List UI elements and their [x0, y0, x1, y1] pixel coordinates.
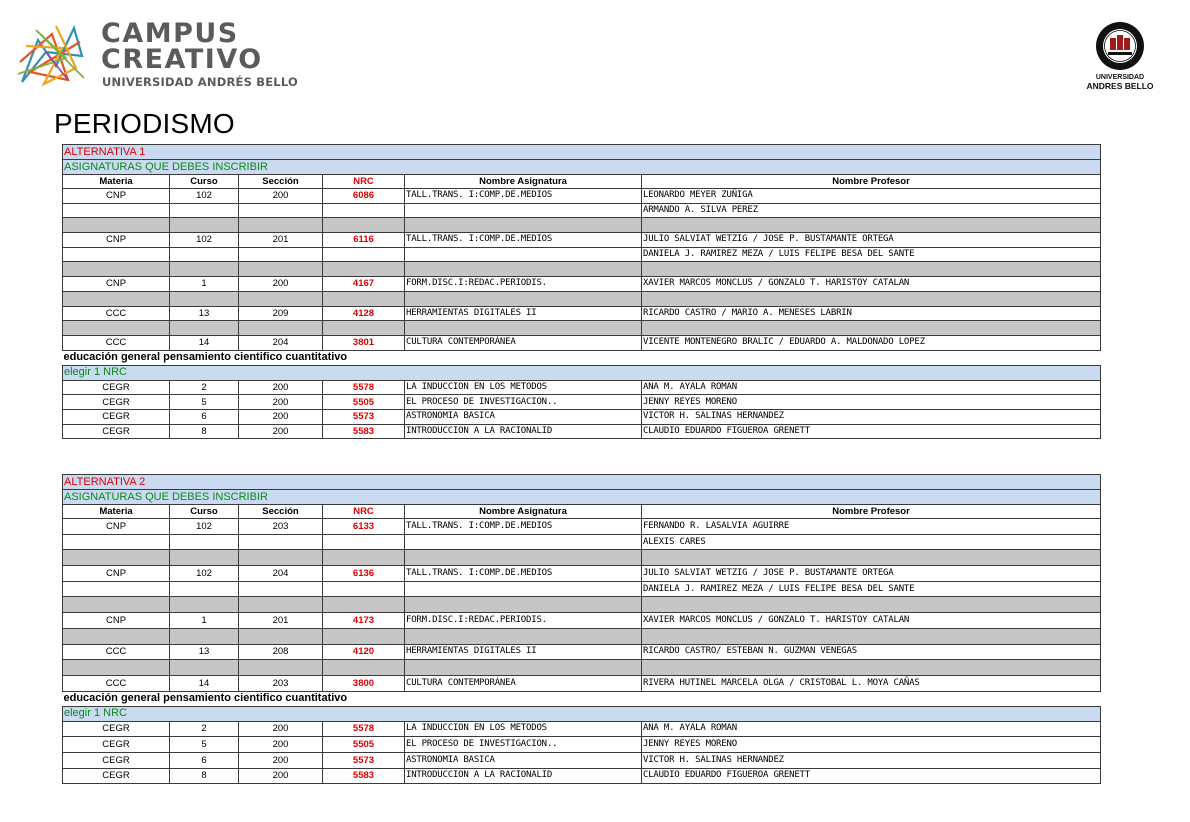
separator-cell	[239, 597, 323, 613]
curso-cell: 5	[170, 737, 239, 753]
separator-cell	[642, 597, 1101, 613]
separator-cell	[170, 321, 239, 336]
choose-nrc-band-text: elegir 1 NRC	[63, 706, 1101, 721]
separator-cell	[239, 660, 323, 676]
table-row	[63, 247, 1101, 262]
materia-cell: CNP	[63, 189, 170, 204]
table-row	[63, 189, 1101, 204]
curso-cell: 102	[170, 519, 239, 535]
nrc-cell: 5573	[323, 409, 405, 424]
asignatura-cell: EL PROCESO DE INVESTIGACION..	[405, 737, 642, 753]
column-header-materia: Materia	[63, 175, 170, 189]
materia-cell: CEGR	[63, 395, 170, 410]
seccion-cell: 200	[239, 277, 323, 292]
asignatura-cell: TALL.TRANS. I:COMP.DE.MEDIOS	[405, 519, 642, 535]
university-seal-icon	[1094, 20, 1146, 72]
asignatura-cell	[405, 534, 642, 550]
separator-cell	[170, 660, 239, 676]
nrc-cell: 4167	[323, 277, 405, 292]
column-header-curso: Curso	[170, 505, 239, 519]
alternative-2-block	[62, 474, 1100, 784]
asignatura-cell: LA INDUCCION EN LOS METODOS	[405, 380, 642, 395]
alternative-title-text: ALTERNATIVA 2	[63, 475, 1101, 490]
curso-cell: 8	[170, 768, 239, 784]
table-row	[63, 566, 1101, 582]
separator-cell	[405, 218, 642, 233]
profesor-cell: LEONARDO MEYER ZUÑIGA	[642, 189, 1101, 204]
separator-cell	[63, 660, 170, 676]
nrc-cell: 5583	[323, 768, 405, 784]
curso-cell: 102	[170, 189, 239, 204]
table-row	[63, 203, 1101, 218]
column-header-row	[63, 505, 1101, 519]
asignatura-cell: LA INDUCCION EN LOS METODOS	[405, 721, 642, 737]
curso-cell: 13	[170, 306, 239, 321]
general-education-heading-row	[63, 691, 1101, 706]
asignatura-cell: INTRODUCCION A LA RACIONALID	[405, 424, 642, 439]
table-row	[63, 721, 1101, 737]
separator-cell	[239, 262, 323, 277]
seccion-cell	[239, 203, 323, 218]
column-header-profesor: Nombre Profesor	[642, 505, 1101, 519]
column-header-profesor: Nombre Profesor	[642, 175, 1101, 189]
university-seal-logo	[1080, 20, 1160, 94]
general-education-heading-row	[63, 350, 1101, 365]
campus-creativo-mark-icon	[16, 22, 88, 90]
asignatura-cell	[405, 247, 642, 262]
curso-cell: 6	[170, 752, 239, 768]
nrc-cell: 4128	[323, 306, 405, 321]
curso-cell: 1	[170, 613, 239, 629]
column-header-asignatura: Nombre Asignatura	[405, 505, 642, 519]
materia-cell: CCC	[63, 675, 170, 691]
separator-cell	[239, 291, 323, 306]
brand-line-campus: CAMPUS	[101, 18, 239, 49]
seccion-cell: 204	[239, 335, 323, 350]
profesor-cell: ALEXIS CARES	[642, 534, 1101, 550]
table-row	[63, 519, 1101, 535]
nrc-cell: 5578	[323, 380, 405, 395]
column-header-seccion: Sección	[239, 175, 323, 189]
materia-cell: CCC	[63, 644, 170, 660]
separator-cell	[170, 262, 239, 277]
seccion-cell: 208	[239, 644, 323, 660]
profesor-cell: ANA M. AYALA ROMAN	[642, 721, 1101, 737]
brand-line-creativo: CREATIVO	[101, 44, 263, 75]
table-row	[63, 768, 1101, 784]
table-row	[63, 737, 1101, 753]
profesor-cell: VICENTE MONTENEGRO BRALIC / EDUARDO A. MALDONADO LOPEZ	[642, 335, 1101, 350]
separator-cell	[323, 291, 405, 306]
alternative-subtitle	[63, 490, 1101, 505]
separator-cell	[642, 550, 1101, 566]
nrc-cell: 6086	[323, 189, 405, 204]
separator-cell	[323, 628, 405, 644]
seccion-cell	[239, 581, 323, 597]
asignatura-cell: EL PROCESO DE INVESTIGACION..	[405, 395, 642, 410]
seccion-cell	[239, 534, 323, 550]
alternative-subtitle-text: ASIGNATURAS QUE DEBES INSCRIBIR	[63, 160, 1101, 175]
seal-line-universidad: UNIVERSIDAD	[1095, 74, 1145, 81]
curso-cell	[170, 581, 239, 597]
materia-cell: CNP	[63, 613, 170, 629]
table-row	[63, 581, 1101, 597]
asignatura-cell: TALL.TRANS. I:COMP.DE.MEDIOS	[405, 233, 642, 248]
nrc-cell: 6133	[323, 519, 405, 535]
column-header-curso: Curso	[170, 175, 239, 189]
profesor-cell: RIVERA HUTINEL MARCELA OLGA / CRISTOBAL L. MOYA CAÑAS	[642, 675, 1101, 691]
materia-cell: CCC	[63, 335, 170, 350]
column-header-nrc: NRC	[323, 505, 405, 519]
seccion-cell: 200	[239, 409, 323, 424]
separator-cell	[63, 321, 170, 336]
separator-cell	[405, 628, 642, 644]
separator-cell	[323, 660, 405, 676]
separator-cell	[642, 262, 1101, 277]
separator-cell	[405, 550, 642, 566]
separator-cell	[642, 291, 1101, 306]
curso-cell: 2	[170, 380, 239, 395]
seccion-cell: 209	[239, 306, 323, 321]
asignatura-cell: ASTRONOMIA BASICA	[405, 409, 642, 424]
curso-cell: 102	[170, 566, 239, 582]
nrc-cell	[323, 581, 405, 597]
choose-nrc-band-text: elegir 1 NRC	[63, 365, 1101, 380]
materia-cell	[63, 247, 170, 262]
nrc-cell	[323, 534, 405, 550]
materia-cell: CNP	[63, 566, 170, 582]
seccion-cell: 200	[239, 737, 323, 753]
materia-cell: CNP	[63, 519, 170, 535]
profesor-cell: FERNANDO R. LASALVIA AGUIRRE	[642, 519, 1101, 535]
profesor-cell: ARMANDO A. SILVA PEREZ	[642, 203, 1101, 218]
materia-cell: CEGR	[63, 424, 170, 439]
table-row	[63, 233, 1101, 248]
seccion-cell: 203	[239, 675, 323, 691]
separator-cell	[170, 218, 239, 233]
curso-cell: 13	[170, 644, 239, 660]
separator-cell	[642, 628, 1101, 644]
column-header-nrc: NRC	[323, 175, 405, 189]
seccion-cell: 200	[239, 752, 323, 768]
table-row	[63, 409, 1101, 424]
table-row	[63, 424, 1101, 439]
separator-cell	[642, 218, 1101, 233]
nrc-cell: 6116	[323, 233, 405, 248]
separator-cell	[170, 628, 239, 644]
separator-cell	[323, 321, 405, 336]
table-row	[63, 306, 1101, 321]
seccion-cell: 204	[239, 566, 323, 582]
separator-cell	[63, 550, 170, 566]
brand-line-university: UNIVERSIDAD ANDRÉS BELLO	[102, 75, 298, 89]
profesor-cell: JENNY REYES MORENO	[642, 737, 1101, 753]
separator-cell	[405, 660, 642, 676]
separator-cell	[239, 550, 323, 566]
asignatura-cell: FORM.DISC.I:REDAC.PERIODIS.	[405, 277, 642, 292]
seccion-cell: 200	[239, 189, 323, 204]
separator-cell	[239, 218, 323, 233]
table-row	[63, 534, 1101, 550]
asignatura-cell	[405, 581, 642, 597]
curso-cell: 14	[170, 675, 239, 691]
seccion-cell: 200	[239, 395, 323, 410]
page-title: PERIODISMO	[54, 108, 235, 139]
separator-cell	[63, 628, 170, 644]
materia-cell	[63, 534, 170, 550]
curso-cell: 6	[170, 409, 239, 424]
table-row	[63, 613, 1101, 629]
separator-row	[63, 628, 1101, 644]
separator-cell	[239, 628, 323, 644]
seccion-cell: 200	[239, 380, 323, 395]
separator-cell	[63, 597, 170, 613]
separator-cell	[170, 291, 239, 306]
seccion-cell: 200	[239, 424, 323, 439]
nrc-cell	[323, 247, 405, 262]
separator-row	[63, 321, 1101, 336]
column-header-materia: Materia	[63, 505, 170, 519]
materia-cell: CNP	[63, 233, 170, 248]
nrc-cell	[323, 203, 405, 218]
nrc-cell: 5583	[323, 424, 405, 439]
nrc-cell: 3800	[323, 675, 405, 691]
column-header-asignatura: Nombre Asignatura	[405, 175, 642, 189]
asignatura-cell: HERRAMIENTAS DIGITALES II	[405, 306, 642, 321]
choose-nrc-band	[63, 706, 1101, 721]
profesor-cell: XAVIER MARCOS MONCLUS / GONZALO T. HARISTOY CATALAN	[642, 277, 1101, 292]
general-education-heading: educación general pensamiento cientifico cuantitativo	[63, 351, 348, 364]
schedule-table	[62, 474, 1101, 784]
alternative-subtitle-text: ASIGNATURAS QUE DEBES INSCRIBIR	[63, 490, 1101, 505]
separator-cell	[170, 550, 239, 566]
separator-cell	[323, 262, 405, 277]
materia-cell: CEGR	[63, 737, 170, 753]
alternative-title	[63, 475, 1101, 490]
separator-cell	[642, 660, 1101, 676]
separator-cell	[405, 262, 642, 277]
profesor-cell: DANIELA J. RAMIREZ MEZA / LUIS FELIPE BESA DEL SANTE	[642, 581, 1101, 597]
asignatura-cell: INTRODUCCION A LA RACIONALID	[405, 768, 642, 784]
nrc-cell: 5505	[323, 737, 405, 753]
seccion-cell: 201	[239, 613, 323, 629]
table-row	[63, 675, 1101, 691]
general-education-heading: educación general pensamiento cientifico cuantitativo	[63, 692, 348, 705]
separator-cell	[63, 291, 170, 306]
curso-cell: 2	[170, 721, 239, 737]
separator-row	[63, 550, 1101, 566]
schedule-table	[62, 144, 1101, 439]
seccion-cell	[239, 247, 323, 262]
alternative-title-text: ALTERNATIVA 1	[63, 145, 1101, 160]
curso-cell: 8	[170, 424, 239, 439]
materia-cell: CEGR	[63, 721, 170, 737]
seccion-cell: 201	[239, 233, 323, 248]
nrc-cell: 3801	[323, 335, 405, 350]
asignatura-cell: CULTURA CONTEMPORÁNEA	[405, 335, 642, 350]
materia-cell: CEGR	[63, 768, 170, 784]
alternative-title	[63, 145, 1101, 160]
profesor-cell: DANIELA J. RAMIREZ MEZA / LUIS FELIPE BESA DEL SANTE	[642, 247, 1101, 262]
campus-creativo-logo	[16, 18, 298, 92]
column-header-row	[63, 175, 1101, 189]
separator-cell	[405, 291, 642, 306]
seal-line-andres-bello: ANDRES BELLO	[1086, 81, 1154, 91]
table-row	[63, 380, 1101, 395]
table-row	[63, 644, 1101, 660]
separator-row	[63, 660, 1101, 676]
separator-cell	[323, 218, 405, 233]
choose-nrc-band	[63, 365, 1101, 380]
materia-cell: CEGR	[63, 752, 170, 768]
alternative-subtitle	[63, 160, 1101, 175]
asignatura-cell: FORM.DISC.I:REDAC.PERIODIS.	[405, 613, 642, 629]
profesor-cell: JULIO SALVIAT WETZIG / JOSE P. BUSTAMANTE ORTEGA	[642, 566, 1101, 582]
separator-cell	[405, 321, 642, 336]
curso-cell: 1	[170, 277, 239, 292]
asignatura-cell: CULTURA CONTEMPORÁNEA	[405, 675, 642, 691]
materia-cell: CNP	[63, 277, 170, 292]
materia-cell: CEGR	[63, 380, 170, 395]
table-row	[63, 752, 1101, 768]
separator-row	[63, 218, 1101, 233]
table-row	[63, 277, 1101, 292]
nrc-cell: 4173	[323, 613, 405, 629]
nrc-cell: 5578	[323, 721, 405, 737]
seccion-cell: 203	[239, 519, 323, 535]
profesor-cell: RICARDO CASTRO/ ESTEBAN N. GUZMAN VENEGAS	[642, 644, 1101, 660]
separator-cell	[323, 550, 405, 566]
separator-cell	[239, 321, 323, 336]
curso-cell	[170, 534, 239, 550]
materia-cell: CEGR	[63, 409, 170, 424]
nrc-cell: 6136	[323, 566, 405, 582]
seccion-cell: 200	[239, 768, 323, 784]
profesor-cell: JULIO SALVIAT WETZIG / JOSE P. BUSTAMANTE ORTEGA	[642, 233, 1101, 248]
profesor-cell: VICTOR H. SALINAS HERNANDEZ	[642, 752, 1101, 768]
separator-cell	[170, 597, 239, 613]
separator-row	[63, 291, 1101, 306]
separator-cell	[642, 321, 1101, 336]
materia-cell	[63, 203, 170, 218]
profesor-cell: VICTOR H. SALINAS HERNANDEZ	[642, 409, 1101, 424]
nrc-cell: 5573	[323, 752, 405, 768]
separator-cell	[63, 218, 170, 233]
curso-cell	[170, 203, 239, 218]
separator-row	[63, 597, 1101, 613]
asignatura-cell: TALL.TRANS. I:COMP.DE.MEDIOS	[405, 189, 642, 204]
table-row	[63, 335, 1101, 350]
separator-cell	[323, 597, 405, 613]
asignatura-cell: TALL.TRANS. I:COMP.DE.MEDIOS	[405, 566, 642, 582]
curso-cell: 102	[170, 233, 239, 248]
profesor-cell: ANA M. AYALA ROMAN	[642, 380, 1101, 395]
curso-cell	[170, 247, 239, 262]
column-header-seccion: Sección	[239, 505, 323, 519]
profesor-cell: RICARDO CASTRO / MARIO A. MENESES LABRIN	[642, 306, 1101, 321]
profesor-cell: CLAUDIO EDUARDO FIGUEROA GRENETT	[642, 768, 1101, 784]
materia-cell	[63, 581, 170, 597]
asignatura-cell: ASTRONOMIA BASICA	[405, 752, 642, 768]
alternative-1-block	[62, 144, 1100, 439]
nrc-cell: 5505	[323, 395, 405, 410]
separator-row	[63, 262, 1101, 277]
asignatura-cell	[405, 203, 642, 218]
asignatura-cell: HERRAMIENTAS DIGITALES II	[405, 644, 642, 660]
separator-cell	[63, 262, 170, 277]
table-row	[63, 395, 1101, 410]
profesor-cell: JENNY REYES MORENO	[642, 395, 1101, 410]
curso-cell: 5	[170, 395, 239, 410]
nrc-cell: 4120	[323, 644, 405, 660]
separator-cell	[405, 597, 642, 613]
materia-cell: CCC	[63, 306, 170, 321]
curso-cell: 14	[170, 335, 239, 350]
profesor-cell: XAVIER MARCOS MONCLUS / GONZALO T. HARISTOY CATALAN	[642, 613, 1101, 629]
seccion-cell: 200	[239, 721, 323, 737]
profesor-cell: CLAUDIO EDUARDO FIGUEROA GRENETT	[642, 424, 1101, 439]
